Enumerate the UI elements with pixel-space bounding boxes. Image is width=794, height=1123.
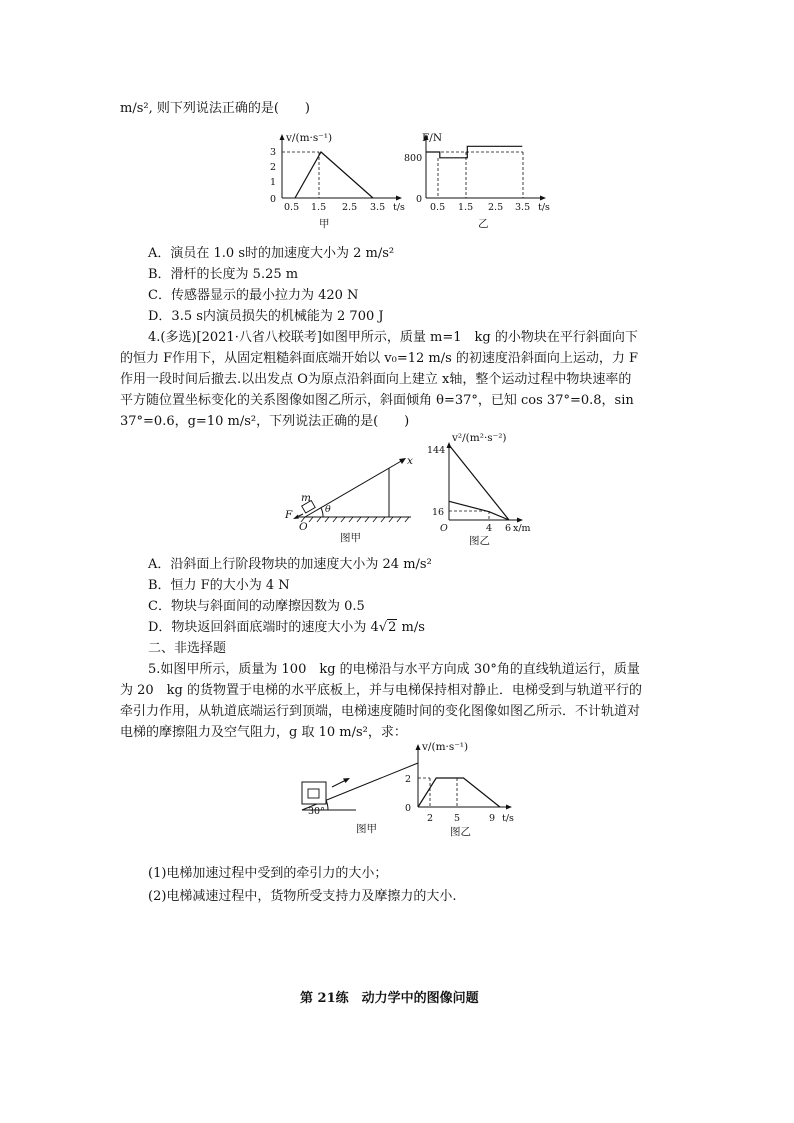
tick-label: 16: [432, 507, 445, 518]
angle-label: 30°: [308, 806, 325, 817]
sub-question-1: (1)电梯加速过程中受到的牵引力的大小；: [148, 866, 388, 881]
exercise-title: 第 21练 动力学中的图像问题: [300, 991, 479, 1006]
sqrt-symbol: √: [378, 620, 388, 635]
figure-caption: 图甲: [356, 823, 377, 835]
q4-figure-jia: [285, 440, 425, 545]
question4-line: 作用一段时间后撤去.以出发点 O为原点沿斜面向上建立 x轴，整个运动过程中物块速率的: [120, 372, 632, 387]
tick-label: 5: [454, 813, 461, 824]
question4-line: 4.(多选)[2021·八省八校联考]如图甲所示，质量 m=1 kg 的小物块在平行斜面向下: [148, 330, 638, 345]
figure-caption: 图甲: [340, 532, 361, 544]
x-axis-label: t/s: [393, 202, 405, 213]
x-axis-label: t/s: [502, 813, 514, 824]
option-d-text: D．物块返回斜面底端时的速度大小为 4: [148, 620, 379, 635]
force-label: F: [285, 509, 293, 521]
question5-line: 牵引力作用，从轨道底端运行到顶端，电梯速度随时间的变化图像如图乙所示．不计轨道对: [120, 704, 641, 719]
sub-question-2: (2)电梯减速过程中，货物所受支持力及摩擦力的大小.: [148, 889, 457, 904]
y-axis-arrow: [416, 744, 421, 750]
option-c: C．传感器显示的最小拉力为 420 N: [148, 288, 359, 303]
question4-line: 的恒力 F作用下，从固定粗糙斜面底端开始以 v₀=12 m/s 的初速度沿斜面向上运动，力 F: [120, 351, 639, 366]
option-d-unit: m/s: [397, 620, 425, 635]
origin-label: O: [299, 521, 308, 533]
option-c: C．物块与斜面间的动摩擦因数为 0.5: [148, 599, 365, 614]
y-axis-label: v/(m·s⁻¹): [422, 741, 469, 753]
x-axis-arrow: [506, 805, 512, 810]
q5-graph-yi: [398, 740, 523, 840]
tick-label: 2: [270, 162, 277, 173]
option-a: A．沿斜面上行阶段物块的加速度大小为 24 m/s²: [148, 557, 432, 572]
tick-label: 1: [270, 177, 277, 188]
question5-line: 5.如图甲所示，质量为 100 kg 的电梯沿与水平方向成 30°角的直线轨道运行，质量: [148, 662, 640, 677]
tick-label: 0.5: [284, 202, 300, 213]
option-b: B．恒力 F的大小为 4 N: [148, 578, 290, 593]
y-axis-label: F/N: [422, 132, 443, 144]
mass-label: m: [301, 492, 311, 504]
q3-graph-jia: [262, 130, 412, 235]
y-axis-label: v²/(m²·s⁻²): [452, 432, 507, 444]
angle-arc: [321, 508, 323, 517]
x-label: x: [407, 455, 413, 467]
q3-graph-yi: [404, 130, 558, 235]
tick-label: 0: [405, 803, 412, 814]
tick-label: 2: [405, 774, 412, 785]
force-arrowhead: [293, 515, 299, 520]
tick-label: 4: [486, 523, 493, 534]
tick-label: 3.5: [370, 202, 386, 213]
tick-label: 1.5: [311, 202, 327, 213]
option-a: A．演员在 1.0 s时的加速度大小为 2 m/s²: [148, 246, 395, 261]
sqrt-radicand: 2: [388, 620, 397, 635]
option-d: D．3.5 s内演员损失的机械能为 2 700 J: [148, 309, 384, 324]
vt-curve: [295, 152, 373, 198]
x-axis-arrow: [399, 458, 406, 464]
figure-caption: 图乙: [450, 826, 471, 838]
tick-label: 0: [416, 194, 423, 205]
question3-stem-tail: m/s², 则下列说法正确的是( ): [120, 101, 310, 116]
figure-caption: 图乙: [469, 535, 490, 547]
question5-line: 为 20 kg 的货物置于电梯的水平底板上，并与电梯保持相对静止．电梯受到与轨道平行的: [120, 683, 643, 698]
tick-label: 2: [427, 813, 434, 824]
option-b: B．滑杆的长度为 5.25 m: [148, 267, 299, 282]
vt-curve: [418, 778, 500, 807]
x-axis-label: x/m: [513, 523, 531, 534]
x-axis-arrow: [396, 196, 402, 201]
question4-line: 平方随位置坐标变化的关系图像如图乙所示，斜面倾角 θ=37°，已知 cos 37°=0.8，sin: [120, 393, 634, 408]
x-axis-arrow: [517, 518, 523, 523]
tick-label: 0.5: [430, 202, 446, 213]
tick-label: 2.5: [342, 202, 358, 213]
x-axis-label: t/s: [538, 202, 550, 213]
option-d: [148, 619, 425, 637]
cargo-box: [308, 789, 319, 798]
tick-label: 800: [404, 153, 423, 164]
section-title: 二、非选择题: [148, 641, 227, 656]
incline-x-axis: [305, 460, 403, 517]
angle-label: θ: [325, 504, 331, 515]
tick-label: 9: [489, 813, 496, 824]
tick-label: 3.5: [515, 202, 531, 213]
q4-graph-yi: [427, 432, 547, 548]
tick-label: 2.5: [488, 202, 504, 213]
question5-line: 电梯的摩擦阻力及空气阻力，g 取 10 m/s²，求：: [120, 725, 407, 740]
tick-label: 0: [270, 194, 277, 205]
tick-label: 144: [427, 445, 446, 456]
tick-label: O: [440, 523, 448, 534]
figure-caption: 乙: [478, 218, 489, 230]
x-axis-arrow: [540, 196, 546, 201]
tick-label: 6: [505, 523, 512, 534]
question4-line: 37°=0.6，g=10 m/s²，下列说法正确的是( ): [120, 414, 410, 429]
tick-label: 1.5: [458, 202, 474, 213]
ground-hatching: [301, 517, 409, 522]
y-axis-arrow: [280, 134, 285, 140]
y-axis-label: v/(m·s⁻¹): [286, 132, 333, 144]
figure-caption: 甲: [319, 218, 330, 230]
tick-label: 3: [270, 147, 277, 158]
